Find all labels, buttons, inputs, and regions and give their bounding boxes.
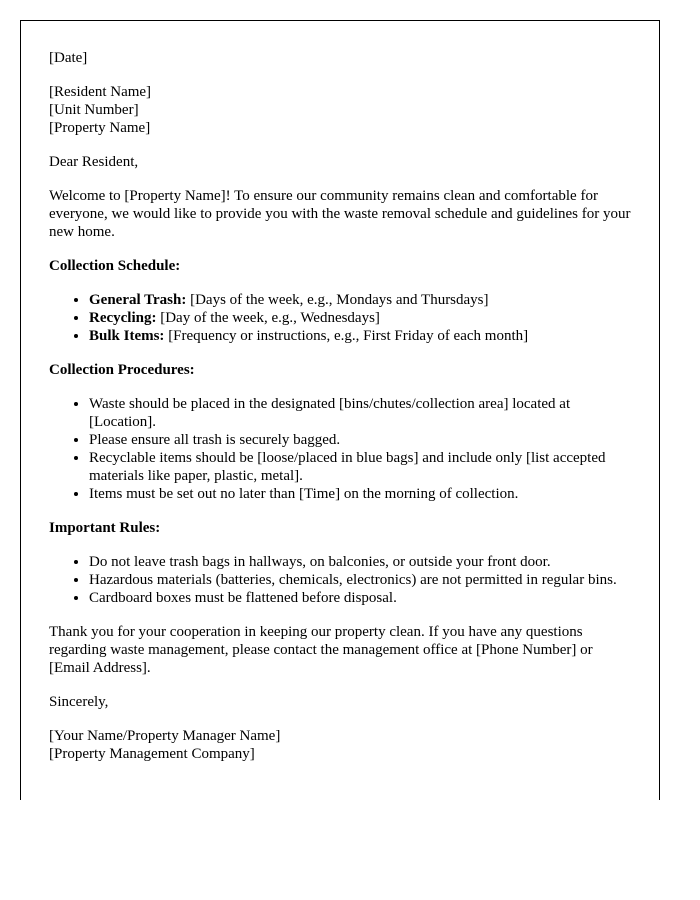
schedule-list [49,291,631,345]
signature-name: [Your Name/Property Manager Name] [49,728,281,744]
recipient-address [49,83,631,137]
schedule-label: General Trash: [89,292,187,308]
schedule-text: [Days of the week, e.g., Mondays and Thursdays] [186,292,489,308]
schedule-text: [Frequency or instructions, e.g., First Friday of each month] [164,328,529,344]
recipient-name: [Resident Name] [49,84,152,100]
list-item: • Please ensure all trash is securely bagged. [89,431,631,449]
signature-company: [Property Management Company] [49,746,255,762]
list-item [89,327,631,345]
schedule-label: Bulk Items: [89,328,165,344]
signature-block [49,727,631,763]
list-item [89,291,631,309]
recipient-unit: [Unit Number] [49,102,139,118]
letter-date: [Date] [49,50,88,66]
list-item: • Hazardous materials (batteries, chemicals, electronics) are not permitted in regular bins. [89,571,631,589]
signoff: Sincerely, [49,694,109,710]
salutation: Dear Resident, [49,154,139,170]
recipient-property: [Property Name] [49,120,151,136]
procedures-heading: Collection Procedures: [49,362,195,378]
list-item: • Recyclable items should be [loose/placed in blue bags] and include only [list accepted materials like paper, plastic, metal]. [89,449,631,485]
list-item: • Items must be set out no later than [Time] on the morning of collection. [89,485,631,503]
list-item: • Waste should be placed in the designated [bins/chutes/collection area] located at [Location]. [89,395,631,431]
procedures-list [49,395,631,503]
list-item [89,309,631,327]
closing-paragraph: Thank you for your cooperation in keeping our property clean. If you have any questions regarding waste management, please contact the management office at [Phone Number] or [Email Address]. [49,624,593,676]
rules-heading: Important Rules: [49,520,161,536]
letter-page [20,20,660,800]
schedule-label: Recycling: [89,310,157,326]
list-item: • Cardboard boxes must be flattened before disposal. [89,589,631,607]
schedule-heading: Collection Schedule: [49,258,181,274]
intro-paragraph: Welcome to [Property Name]! To ensure our community remains clean and comfortable for everyone, we would like to provide you with the waste removal schedule and guidelines for your new home. [49,188,631,240]
schedule-text: [Day of the week, e.g., Wednesdays] [156,310,380,326]
list-item: • Do not leave trash bags in hallways, on balconies, or outside your front door. [89,553,631,571]
rules-list [49,553,631,607]
